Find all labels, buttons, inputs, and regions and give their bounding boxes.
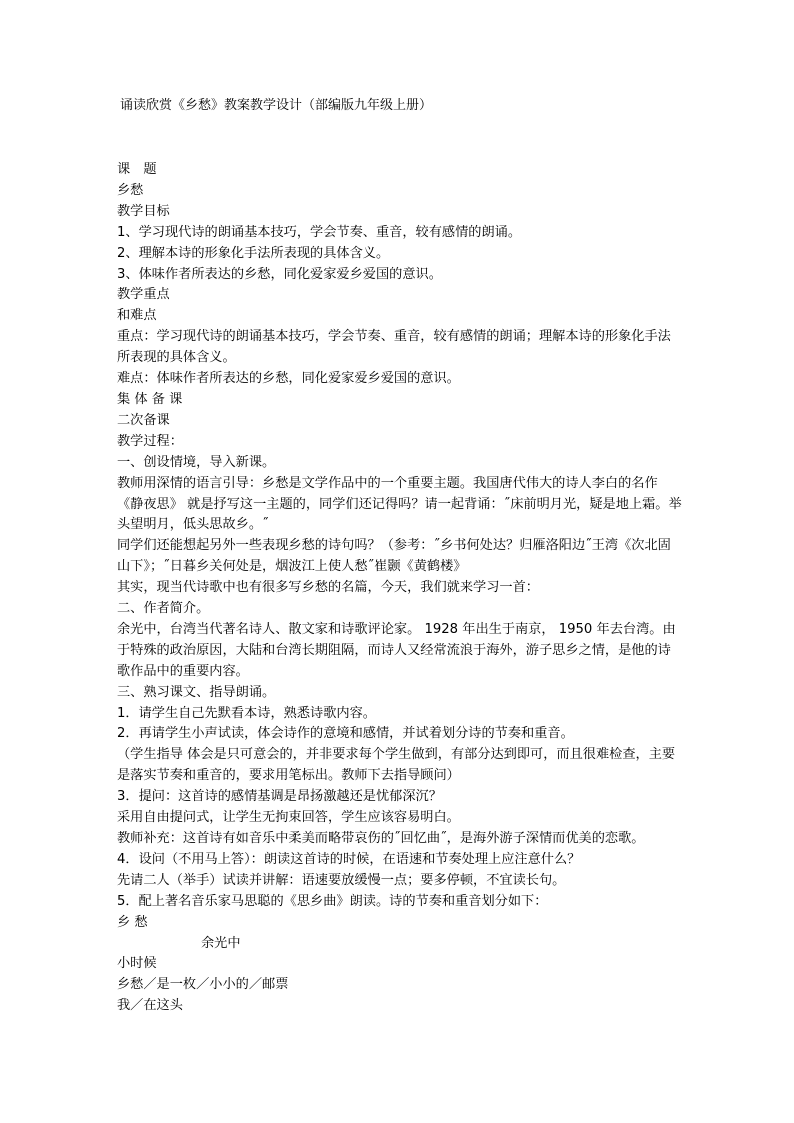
text-line: 乡愁	[117, 182, 144, 198]
text-line: 3．提问：这首诗的感情基调是昂扬激越还是忧郁深沉？	[117, 789, 442, 805]
poem-line: 我／在这头	[117, 998, 183, 1014]
paragraph-key-points: 重点：学习现代诗的朗诵基本技巧，学会节奏、重音，较有感情的朗诵；理解本诗的形象化手法所表现的具体含义。	[117, 329, 671, 366]
section-heading: 教学目标	[117, 203, 170, 219]
poem-line: 小时候	[117, 956, 157, 972]
poem-author: 余光中	[201, 935, 241, 951]
text-line: 课 题	[117, 162, 157, 177]
paragraph-note: （学生指导 体会是只可意会的，并非要求每个学生做到，有部分达到即可，而且很难检查，主要是落实节奏和重音的，要求用笔标出。教师下去指导顾问）	[117, 747, 676, 784]
paragraph-intro: 教师用深情的语言引导：乡愁是文学作品中的一个重要主题。我国唐代伟大的诗人李白的名作《静夜思》 就是抒写这一主题的，同学们还记得吗？请一起背诵：˝床前明月光，疑是地上霜。举头望明月，低头思故乡。˝	[117, 475, 682, 533]
section-heading: 和难点	[117, 308, 157, 324]
section-heading: 二、作者简介。	[117, 601, 210, 617]
section-heading: 三、熟习课文、指导朗诵。	[117, 684, 276, 700]
poem-line: 乡愁／是一枚／小小的／邮票	[117, 977, 289, 993]
section-heading: 教学过程：	[117, 433, 183, 449]
text-line: 难点：体味作者所表达的乡愁，同化爱家爱乡爱国的意识。	[117, 371, 460, 387]
text-line: 一、创设情境，导入新课。	[117, 454, 276, 470]
text-line: 采用自由提问式，让学生无拘束回答，学生应该容易明白。	[117, 810, 460, 826]
text-line: 3、体味作者所表达的乡愁，同化爱家爱乡爱国的意识。	[117, 266, 442, 282]
text-line: 2、理解本诗的形象化手法所表现的具体含义。	[117, 245, 390, 261]
text-line: 教师补充：这首诗有如音乐中柔美而略带哀伤的˝回忆曲˝，是海外游子深情而优美的恋歌。	[117, 831, 645, 846]
section-heading: 教学重点	[117, 287, 170, 303]
text-line: 1．请学生自己先默看本诗，熟悉诗歌内容。	[117, 705, 376, 721]
poem-title: 乡 愁	[117, 914, 148, 930]
text-line: 2．再请学生小声试读，体会诗作的意境和感情，并试着划分诗的节奏和重音。	[117, 726, 574, 742]
paragraph-author: 余光中，台湾当代著名诗人、散文家和诗歌评论家。 1928 年出生于南京， 1950 年去台湾。由于特殊的政治原因，大陆和台湾长期阻隔，而诗人又经常流浪于海外，游子思乡之情，是他的诗歌作品中的重要内容。	[117, 621, 676, 679]
text-line: 二次备课	[117, 412, 170, 428]
paragraph-recall: 同学们还能想起另外一些表现乡愁的诗句吗？（参考：˝乡书何处达？归雁洛阳边˝王湾《次北固山下》；˝日暮乡关何处是，烟波江上使人愁˝崔颢《黄鹤楼》	[117, 538, 671, 575]
document-body	[117, 160, 682, 1017]
text-line: 集 体 备 课	[117, 391, 183, 407]
text-line: 1、学习现代诗的朗诵基本技巧，学会节奏、重音，较有感情的朗诵。	[117, 224, 522, 240]
text-line: 5．配上著名音乐家马思聪的《思乡曲》朗读。诗的节奏和重音划分如下：	[117, 893, 548, 909]
text-line: 4．设问（不用马上答）：朗读这首诗的时候，在语速和节奏处理上应注意什么？	[117, 851, 581, 867]
document-title: 诵读欣赏《乡愁》教案教学设计（部编版九年级上册）	[120, 98, 433, 113]
text-line: 先请二人（举手）试读并讲解：语速要放缓慢一点；要多停顿，不宜读长句。	[117, 872, 566, 888]
text-line: 其实，现当代诗歌中也有很多写乡愁的名篇，今天，我们就来学习一首：	[117, 580, 539, 596]
